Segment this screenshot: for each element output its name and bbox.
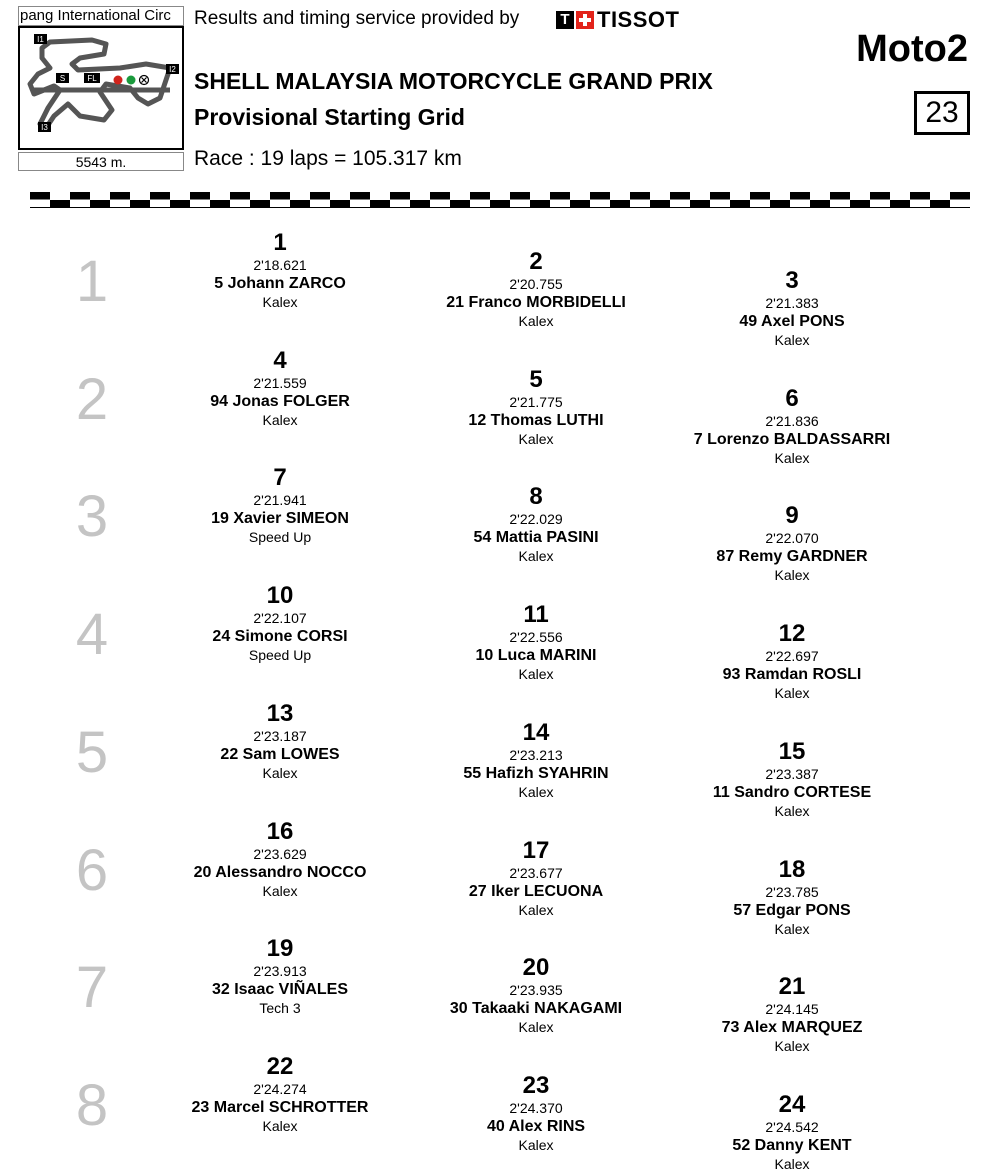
grid-slot — [667, 739, 917, 820]
lap-time: 2'21.836 — [765, 412, 819, 429]
lap-time: 2'22.107 — [253, 610, 307, 627]
lap-time: 2'23.785 — [765, 883, 819, 900]
grid-slot — [667, 857, 917, 938]
grid-position: 24 — [778, 1090, 806, 1118]
grid-row-number: 8 — [75, 1072, 109, 1138]
grid-slot — [155, 701, 405, 782]
team-name: Kalex — [774, 449, 810, 466]
grid-slot — [667, 1092, 917, 1173]
rider-name: 93 Ramdan ROSLI — [722, 666, 862, 684]
grid-position: 23 — [522, 1071, 550, 1099]
lap-time: 2'21.775 — [509, 393, 563, 410]
grid-position: 17 — [522, 836, 550, 864]
lap-time: 2'23.629 — [253, 845, 307, 862]
grid-position: 19 — [266, 935, 294, 963]
grid-row-number: 2 — [75, 366, 109, 432]
grid-row-number: 3 — [75, 484, 109, 550]
rider-name: 7 Lorenzo BALDASSARRI — [693, 430, 891, 448]
lap-time: 2'23.677 — [509, 864, 563, 881]
team-name: Speed Up — [248, 647, 312, 664]
rider-name: 32 Isaac VIÑALES — [211, 981, 349, 999]
lap-time: 2'23.913 — [253, 963, 307, 980]
team-name: Kalex — [262, 294, 298, 310]
lap-time: 2'22.029 — [509, 511, 563, 528]
track-length: 5543 m. — [18, 152, 184, 171]
team-name: Kalex — [518, 548, 554, 565]
grid-position: 6 — [785, 384, 799, 412]
team-name: Kalex — [262, 882, 298, 899]
track-map — [18, 26, 184, 150]
grid-slot — [411, 955, 661, 1036]
lap-time: 2'21.383 — [765, 295, 819, 311]
team-name: Kalex — [774, 332, 810, 348]
track-label-s: S — [59, 74, 66, 83]
grid-slot — [667, 386, 917, 467]
track-label-i2: I2 — [169, 65, 176, 74]
grid-slot — [411, 484, 661, 565]
document-title: Provisional Starting Grid — [194, 104, 465, 130]
grid-slot — [155, 465, 405, 546]
grid-position: 5 — [529, 365, 543, 393]
team-name: Kalex — [774, 802, 810, 819]
rider-name: 10 Luca MARINI — [475, 647, 597, 665]
grid-slot — [411, 249, 661, 330]
grid-position: 21 — [778, 973, 806, 1001]
grid-slot — [155, 1054, 405, 1135]
grid-position: 2 — [529, 248, 543, 275]
team-name: Kalex — [774, 567, 810, 584]
team-name: Kalex — [518, 901, 554, 918]
swiss-cross-icon — [576, 11, 594, 29]
lap-time: 2'20.755 — [509, 276, 563, 292]
grid-slot — [411, 1073, 661, 1154]
team-name: Kalex — [262, 411, 298, 428]
rider-name: 87 Remy GARDNER — [716, 548, 868, 566]
grid-position: 15 — [778, 737, 806, 765]
rider-name: 23 Marcel SCHROTTER — [191, 1098, 369, 1116]
grid-row-number: 7 — [75, 955, 109, 1021]
tissot-wordmark: TISSOT — [597, 7, 680, 32]
grid-slot — [411, 720, 661, 801]
team-name: Kalex — [774, 1038, 810, 1055]
tissot-logo — [556, 9, 679, 31]
team-name: Kalex — [518, 1019, 554, 1036]
rider-name: 20 Alessandro NOCCO — [193, 863, 367, 881]
circuit-map-icon — [20, 28, 182, 148]
rider-name: 11 Sandro CORTESE — [712, 783, 872, 801]
grid-slot — [667, 268, 917, 349]
lap-time: 2'24.370 — [509, 1099, 563, 1116]
red-marker-icon — [114, 76, 123, 85]
lap-time: 2'23.187 — [253, 727, 307, 744]
grid-position: 10 — [266, 582, 294, 610]
team-name: Kalex — [518, 666, 554, 683]
grid-row-number: 4 — [75, 602, 109, 668]
rider-name: 94 Jonas FOLGER — [210, 392, 350, 410]
grid-position: 8 — [529, 483, 543, 511]
grid-position: 9 — [785, 502, 799, 530]
rider-name: 49 Axel PONS — [739, 313, 845, 330]
grid-slot — [155, 819, 405, 900]
rider-name: 19 Xavier SIMEON — [211, 510, 349, 528]
grid-position: 18 — [778, 855, 806, 883]
grid-slot — [155, 936, 405, 1017]
rider-name: 73 Alex MARQUEZ — [721, 1019, 863, 1037]
grid-position: 11 — [523, 601, 549, 629]
grid-slot — [667, 974, 917, 1055]
track-name: pang International Circ — [18, 6, 184, 26]
rider-name: 24 Simone CORSI — [212, 628, 348, 646]
event-title: SHELL MALAYSIA MOTORCYCLE GRAND PRIX — [194, 68, 713, 94]
green-marker-icon — [127, 76, 136, 85]
lap-time: 2'18.621 — [253, 257, 307, 273]
lap-time: 2'22.556 — [509, 629, 563, 646]
rider-name: 5 Johann ZARCO — [214, 275, 346, 292]
team-name: Speed Up — [248, 529, 312, 546]
grid-position: 7 — [273, 464, 287, 492]
page-number: 23 — [914, 91, 970, 135]
lap-time: 2'23.213 — [509, 746, 563, 763]
grid-position: 12 — [778, 620, 806, 648]
grid-slot — [411, 367, 661, 448]
team-name: Kalex — [518, 783, 554, 800]
lap-time: 2'22.070 — [765, 530, 819, 547]
grid-row-number: 1 — [75, 249, 109, 314]
team-name: Kalex — [774, 685, 810, 702]
grid-position: 3 — [785, 267, 799, 294]
rider-name: 54 Mattia PASINI — [473, 529, 599, 547]
grid-position: 1 — [273, 229, 287, 256]
grid-slot — [155, 583, 405, 664]
grid-slot — [411, 602, 661, 683]
grid-row-number: 5 — [75, 719, 109, 785]
provider-text: Results and timing service provided by — [194, 8, 520, 29]
grid-position: 16 — [266, 817, 294, 845]
rider-name: 22 Sam LOWES — [220, 745, 340, 763]
lap-time: 2'21.559 — [253, 374, 307, 391]
lap-time: 2'21.941 — [253, 492, 307, 509]
grid-position: 22 — [266, 1052, 294, 1080]
rider-name: 55 Hafizh SYAHRIN — [463, 764, 609, 782]
rider-name: 40 Alex RINS — [486, 1117, 586, 1135]
lap-time: 2'24.145 — [765, 1001, 819, 1018]
grid-slot — [667, 621, 917, 702]
grid-position: 4 — [273, 346, 287, 374]
lap-time: 2'23.935 — [509, 982, 563, 999]
track-label-i3: I3 — [41, 123, 48, 132]
checkered-flag-divider — [30, 192, 970, 208]
grid-position: 20 — [522, 954, 550, 982]
team-name: Kalex — [518, 430, 554, 447]
lap-time: 2'23.387 — [765, 765, 819, 782]
track-label-fl: FL — [87, 74, 97, 83]
track-label-i1: I1 — [37, 35, 44, 44]
team-name: Kalex — [774, 1155, 810, 1172]
lap-time: 2'24.542 — [765, 1118, 819, 1135]
grid-position: 13 — [266, 699, 294, 727]
team-name: Kalex — [518, 1136, 554, 1153]
lap-time: 2'22.697 — [765, 648, 819, 665]
grid-position: 14 — [522, 718, 550, 746]
grid-row-number: 6 — [75, 837, 109, 903]
tissot-t-icon: T — [556, 11, 574, 29]
race-info: Race : 19 laps = 105.317 km — [194, 147, 462, 170]
grid-slot — [155, 348, 405, 429]
rider-name: 27 Iker LECUONA — [468, 882, 604, 900]
team-name: Kalex — [518, 313, 554, 329]
lap-time: 2'24.274 — [253, 1080, 307, 1097]
grid-slot — [411, 838, 661, 919]
team-name: Tech 3 — [259, 1000, 301, 1017]
team-name: Kalex — [774, 920, 810, 937]
team-name: Kalex — [262, 764, 298, 781]
grid-slot — [155, 230, 405, 311]
grid-slot — [667, 503, 917, 584]
rider-name: 57 Edgar PONS — [733, 901, 851, 919]
rider-name: 12 Thomas LUTHI — [468, 411, 604, 429]
rider-name: 30 Takaaki NAKAGAMI — [449, 1000, 623, 1018]
team-name: Kalex — [262, 1117, 298, 1134]
category-label: Moto2 — [856, 28, 968, 70]
rider-name: 21 Franco MORBIDELLI — [446, 294, 626, 311]
rider-name: 52 Danny KENT — [732, 1136, 852, 1154]
